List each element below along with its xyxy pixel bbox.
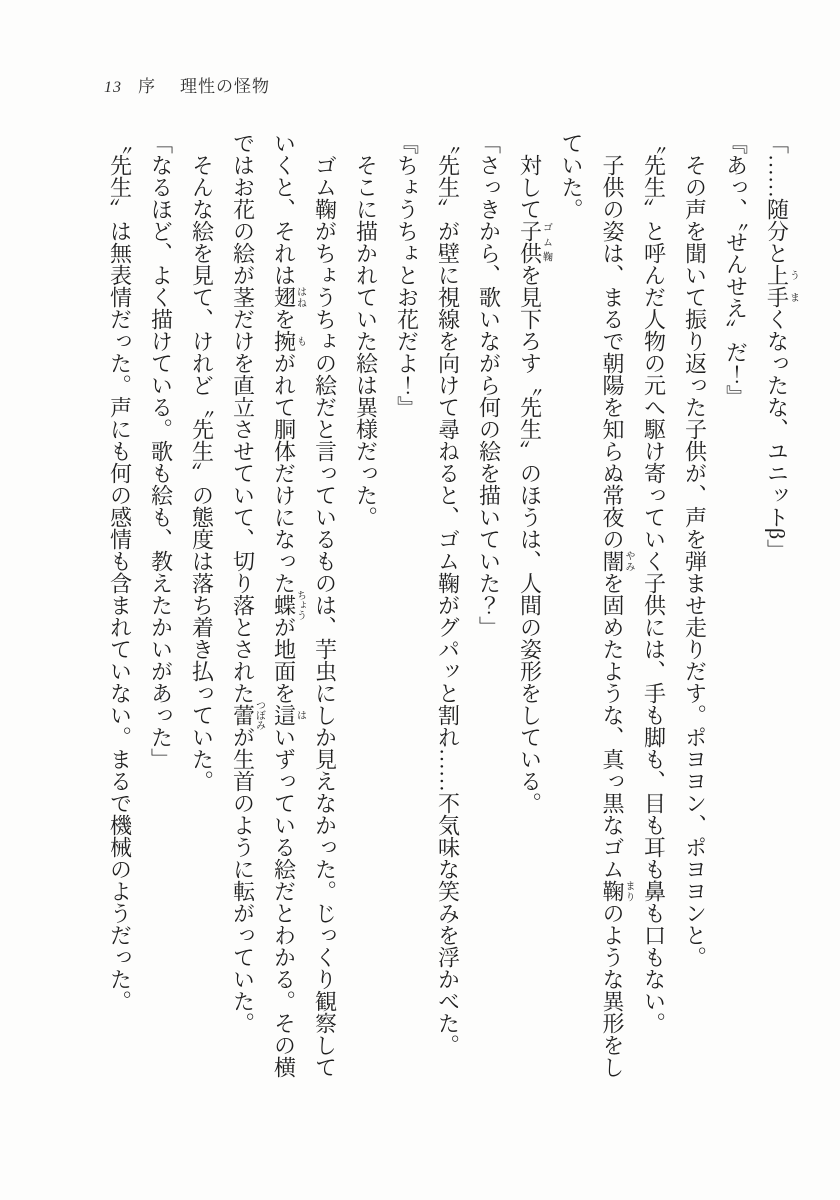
- paragraph: ゴム鞠がちょうちょの絵だと言っているものは、芋虫にしか見えなかった。じっくり観察していくと、それは翅はねを捥もがれて胴体だけになった蝶ちょうが地面を這はいずっている絵だとわかる。その横ではお花の絵が茎だけを直立させていて、切り落とされた蕾つぼみが生首のように転がっていた。: [230, 132, 338, 1078]
- ruby-annotated-word: 上手うま: [764, 264, 799, 308]
- paragraph: そんな絵を見て、けれど〝先生〟の態度は落ち着き払っていた。: [189, 154, 215, 792]
- ruby-annotated-word: 鞠まり: [600, 880, 634, 902]
- paragraph: 子供の姿は、まるで朝陽を知らぬ常夜の闇やみを固めたような、真っ黒なゴム鞠まりのような異形をしていた。: [559, 132, 634, 1078]
- chapter-title: 理性の怪物: [180, 77, 270, 96]
- ruby-annotated-word: 這は: [271, 704, 306, 726]
- paragraph: 〝先生〟は無表情だった。声にも何の感情も含まれていない。まるで機械のようだった。: [107, 132, 133, 1012]
- paragraph: 〝先生〟が壁に視線を向けて尋ねると、ゴム鞠がグパッと割れ……不気味な笑みを浮かべた。: [435, 132, 461, 1056]
- paragraph: 『ちょうちょとお花だよ！』: [394, 132, 420, 418]
- page-header: [104, 72, 270, 97]
- page-number: 13: [104, 79, 122, 96]
- ruby-annotated-word: 闇やみ: [600, 550, 634, 572]
- paragraph: 「……随分と上手うまくなったな、ユニットβ」: [764, 132, 799, 562]
- section-label: 序: [138, 77, 156, 96]
- paragraph: 対して子供ゴム鞠を見下ろす〝先生〟のほうは、人間の姿形をしている。: [517, 154, 552, 814]
- paragraph: その声を聞いて振り返った子供が、声を弾ませ走りだす。ポヨヨン、ポヨヨンと。: [682, 154, 708, 968]
- paragraph: 「さっきから、歌いながら何の絵を描いていた？」: [476, 132, 502, 638]
- paragraph: 『あっ、〝せんせえ〟だ！』: [723, 132, 749, 407]
- vertical-text-body: [100, 132, 799, 1078]
- ruby-annotated-word: 蕾つぼみ: [230, 700, 265, 730]
- ruby-annotated-word: 捥も: [271, 330, 306, 352]
- paragraph: そこに描かれていた絵は異様だった。: [353, 154, 379, 528]
- ruby-annotated-word: 子供ゴム鞠: [517, 220, 552, 264]
- paragraph: 〝先生〟と呼んだ人物の元へ駆け寄っていく子供には、手も脚も、目も耳も鼻も口もない。: [641, 132, 667, 1034]
- paragraph: 「なるほど、よく描けている。歌も絵も、教えたかいがあった」: [148, 132, 174, 770]
- ruby-annotated-word: 翅はね: [271, 286, 306, 308]
- ruby-annotated-word: 蝶ちょう: [271, 590, 306, 620]
